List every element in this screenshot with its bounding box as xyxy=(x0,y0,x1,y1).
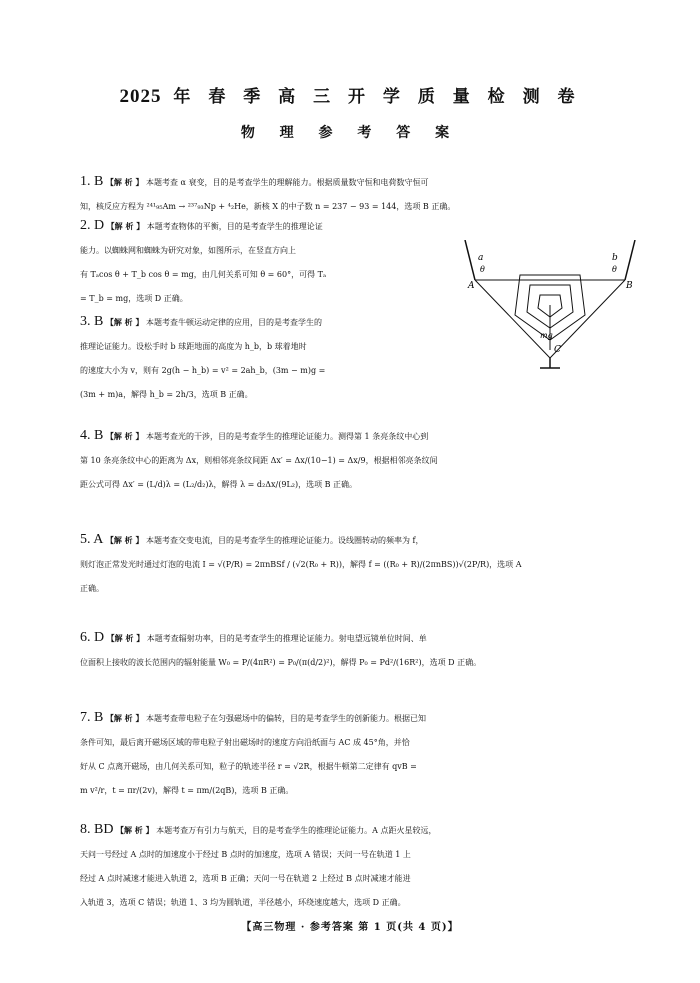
figure-label-A: A xyxy=(468,281,475,291)
figure-label-mg: mg xyxy=(540,331,553,340)
item-line: 本题考查牛顿运动定律的应用，目的是考查学生的 xyxy=(146,318,323,327)
item-line: 本题考查带电粒子在匀强磁场中的偏转，目的是考查学生的创新能力。根据已知 xyxy=(146,714,427,723)
item-line: 的速度大小为 v，则有 2g(h − h_b) = v² = 2ah_b，(3m − m)g = xyxy=(80,366,326,375)
item-line: 本题考查 α 衰变，目的是考查学生的理解能力。根据质量数守恒和电荷数守恒可 xyxy=(146,178,429,187)
item-tag: 【解 析 】 xyxy=(105,535,144,545)
item-line: 本题考查万有引力与航天，目的是考查学生的推理论证能力。A 点距火星较远， xyxy=(156,826,437,835)
page-title xyxy=(0,82,700,108)
figure-label-theta-right: θ xyxy=(612,265,617,274)
item-line: 本题考查物体的平衡，目的是考查学生的推理论证 xyxy=(146,222,323,231)
item-line: 天问一号经过 A 点时的加速度小于经过 B 点时的加速度，选项 A 错误；天问一号在轨道 1 上 xyxy=(80,850,411,859)
title-text: 年 春 季 高 三 开 学 质 量 检 测 卷 xyxy=(173,87,581,107)
item-line: 好从 C 点离开磁场，由几何关系可知，粒子的轨迹半径 r = √2R，根据牛顿第二定律有 qvB = xyxy=(80,762,417,771)
page-subtitle: 物 理 参 考 答 案 xyxy=(240,125,460,141)
item-number: 1. B xyxy=(80,174,104,189)
item-line: 本题考查辐射功率，目的是考查学生的推理论证能力。射电望远镜单位时间、单 xyxy=(146,634,427,643)
item-tag: 【解 析 】 xyxy=(106,633,145,643)
item-line: 本题考查交变电流，目的是考查学生的推理论证能力。设线圈转动的频率为 f， xyxy=(146,536,424,545)
figure-label-a: a xyxy=(478,253,484,263)
item-number: 2. D xyxy=(80,218,105,233)
item-line: 入轨道 3，选项 C 错误；轨道 1、3 均为圆轨道，半径越小，环绕速度越大，选项 D 正确。 xyxy=(80,898,406,907)
figure-label-B: B xyxy=(626,281,633,291)
answer-item-4 xyxy=(80,424,640,497)
figure-label-b: b xyxy=(612,253,618,263)
item-line: 知，核反应方程为 ²⁴¹₉₅Am → ²³⁷₉₃Np + ⁴₂He，新核 X 的中子数 n = 237 − 93 = 144，选项 B 正确。 xyxy=(80,202,456,211)
item-line: 有 Tₐcos θ + T_b cos θ = mg，由几何关系可知 θ = 60°，可得 Tₐ xyxy=(80,270,327,279)
item-line: 能力。以蜘蛛网和蜘蛛为研究对象，如图所示，在竖直方向上 xyxy=(80,246,296,255)
item-line: 正确。 xyxy=(80,584,104,593)
item-number: 7. B xyxy=(80,710,104,725)
item-number: 5. A xyxy=(80,532,104,547)
figure-label-theta-left: θ xyxy=(480,265,485,274)
answer-item-1 xyxy=(80,170,640,219)
item-line: 第 10 条亮条纹中心的距离为 Δx，则相邻亮条纹间距 Δx′ = Δx/(10−1) = Δx/9，根据相邻亮条纹间 xyxy=(80,456,438,465)
page-footer: 【高三物理 · 参考答案 第 1 页(共 4 页)】 xyxy=(241,922,459,933)
item-number: 3. B xyxy=(80,314,104,329)
answer-item-6 xyxy=(80,626,640,675)
answer-item-7 xyxy=(80,706,640,803)
item-number: 4. B xyxy=(80,428,104,443)
item-tag: 【解 析 】 xyxy=(105,431,144,441)
item-line: = T_b = mg，选项 D 正确。 xyxy=(80,294,188,303)
figure-label-C: C xyxy=(554,345,561,355)
answer-item-8 xyxy=(80,818,640,915)
item-line: (3m + m)a，解得 h_b = 2h/3，选项 B 正确。 xyxy=(80,390,253,399)
answer-item-2 xyxy=(80,214,460,311)
item-line: 位面积上接收的波长范围内的辐射能量 W₀ = P/(4πR²) = P₀/(π(d/2)²)，解得 P₀ = Pd²/(16R²)，选项 D 正确。 xyxy=(80,658,482,667)
item-line: 则灯泡正常发光时通过灯泡的电流 I = √(P/R) = 2πnBSf / (√2(R₀ + R))，解得 f = ((R₀ + R)/(2πnBS))√(2P/R)，选项 A xyxy=(80,560,522,569)
item-tag: 【解 析 】 xyxy=(105,713,144,723)
item-number: 8. BD xyxy=(80,822,114,837)
item-line: 经过 A 点时减速才能进入轨道 2，选项 B 正确；天问一号在轨道 2 上经过 B 点时减速才能进 xyxy=(80,874,411,883)
item-tag: 【解 析 】 xyxy=(106,221,145,231)
item-line: 距公式可得 Δx′ = (L/d)λ = (L₂/d₂)λ，解得 λ = d₂Δx/(9L₂)，选项 B 正确。 xyxy=(80,480,358,489)
item-tag: 【解 析 】 xyxy=(105,177,144,187)
item-line: 条件可知，最后离开磁场区域的带电粒子射出磁场时的速度方向沿纸面与 AC 成 45°角，并恰 xyxy=(80,738,410,747)
item-line: 本题考查光的干涉，目的是考查学生的推理论证能力。测得第 1 条亮条纹中心到 xyxy=(146,432,429,441)
item-tag: 【解 析 】 xyxy=(105,317,144,327)
answer-item-3 xyxy=(80,310,460,407)
item-line: 推理论证能力。设松手时 b 球距地面的高度为 h_b，b 球着地时 xyxy=(80,342,307,351)
title-year: 2025 xyxy=(119,86,162,107)
spider-web-figure xyxy=(460,240,640,370)
item-tag: 【解 析 】 xyxy=(116,825,154,835)
answer-item-5 xyxy=(80,528,640,601)
item-number: 6. D xyxy=(80,630,105,645)
item-line: m v²/r，t = πr/(2v)，解得 t = πm/(2qB)，选项 B 正确。 xyxy=(80,786,294,795)
